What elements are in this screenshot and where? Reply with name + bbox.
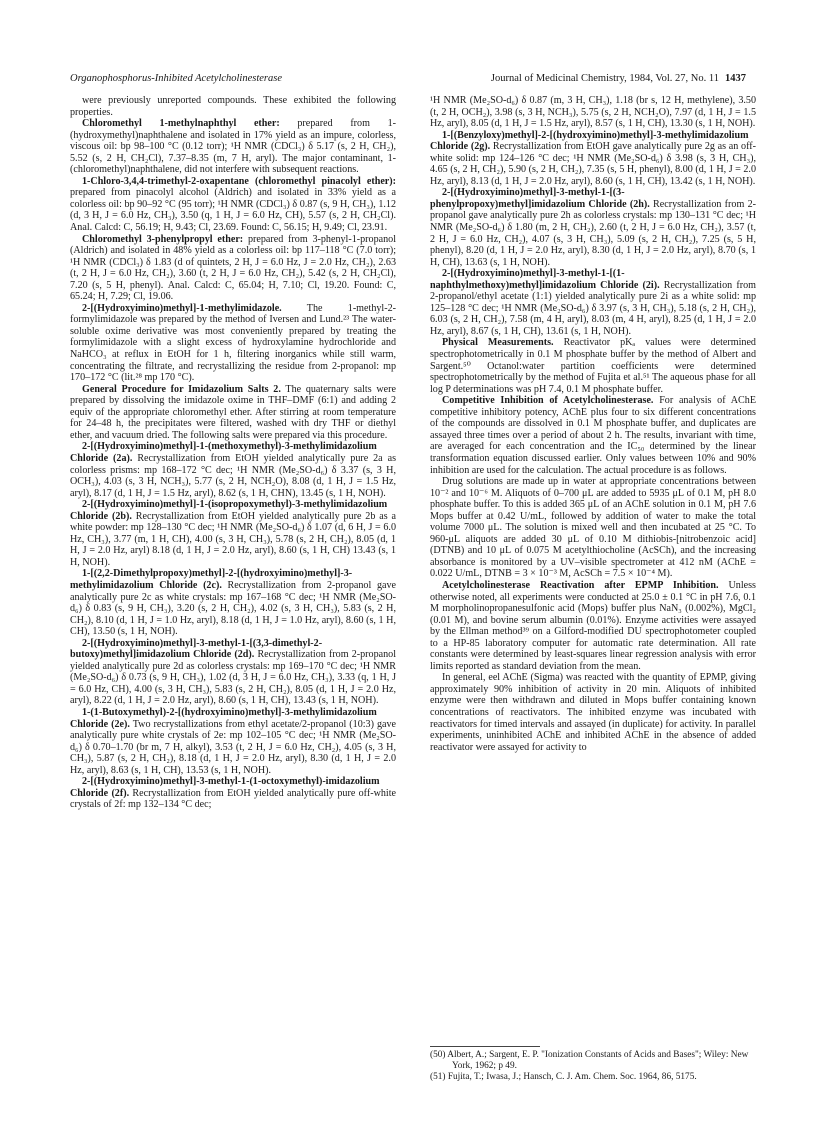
running-title: Organophosphorus-Inhibited Acetylcholinesterase	[70, 73, 283, 84]
footnote-rule	[430, 1046, 540, 1047]
paragraph-heading: Chloromethyl 3-phenylpropyl ether:	[82, 233, 244, 245]
paragraph	[430, 268, 756, 337]
paragraph	[70, 234, 396, 303]
paragraph-heading: 2-[(Hydroxyimino)methyl]-1-(isopropoxymethyl)-3-methylimidazolium Chloride (2b).	[70, 499, 388, 522]
paragraph-text: The 1-methyl-2-formylimidazole was prepared by the method of Iversen and Lund.²³ The water-soluble oxime derivative was most conveniently prepared by treating the formylimidazole with a slight excess of hydroxylamine hydrochloride and NaHCO₃ at reflux in EtOH for 1 h, filtering inorganics while still warm, concentrating the filtrate, and recrystallizing the residue from 2-propanol: mp 170–172 °C (lit.²⁸ mp 170 °C).	[70, 302, 396, 384]
paragraph-heading: 1-[(2,2-Dimethylpropoxy)methyl]-2-[(hydroxyimino)methyl]-3-methylimidazolium Chloride (2c).	[70, 568, 353, 591]
paragraph-text: prepared from pinacolyl alcohol (Aldrich) and isolated in 33% yield as a colorless oil: bp 90–92 °C (95 torr); ¹H NMR (CDCl₃) δ 0.87 (s, 9 H, CH₃), 1.12 (d, 3 H, J = 6.0 Hz, CH₃), 3.50 (q, 1 H, J = 6.0 Hz, CH), 5.57 (s, 2 H, CH₂Cl). Anal. Calcd: C, 56.19; H, 9.43; Cl, 23.69. Found: C, 56.15; H, 9.49; Cl, 23.91.	[70, 187, 396, 234]
page-number: 1437	[725, 73, 746, 84]
paragraph-text: prepared from 3-phenyl-1-propanol (Aldrich) and isolated in 48% yield as a colorless oil: bp 117–118 °C (7.0 torr); ¹H NMR (CDCl₃) δ 1.83 (d of quintets, 2 H, J = 6.0 Hz, J = 2.0 Hz, CH₂), 2.63 (t, 2 H, J = 6.0 Hz, CH₂), 3.60 (t, 2 H, J = 6.0 Hz, CH₂), 5.42 (s, 2 H, CH₂Cl), 7.20 (s, 5 H, phenyl). Anal. Calcd: C, 65.04; H, 7.10; Cl, 19.20. Found: C, 65.24; H, 7.29; Cl, 19.06.	[70, 233, 396, 303]
left-column	[70, 95, 396, 811]
paragraph	[70, 384, 396, 442]
paragraph-heading: 1-Chloro-3,4,4-trimethyl-2-oxapentane (chloromethyl pinacolyl ether):	[82, 175, 396, 187]
paragraph	[70, 568, 396, 637]
paragraph	[430, 337, 756, 395]
running-header	[70, 73, 746, 87]
paragraph-text: Two recrystallizations from ethyl acetate/2-propanol (10:3) gave analytically pure white crystals of 2e: mp 102–105 °C dec; ¹H NMR (Me₂SO-d₆) δ 0.70–1.70 (br m, 7 H, alkyl), 3.53 (t, 2 H, J = 6.0 Hz, CH₂), 4.05 (s, 3 H, CH₃), 5.87 (s, 2 H, CH₂), 8.18 (d, 1 H, J = 2.0 Hz, aryl), 8.30 (d, 1 H, J = 2.0 Hz, aryl), 8.63 (s, 1 H, CH), 13.53 (s, 1 H, NOH).	[70, 718, 396, 776]
paragraph-text: Recrystallization from 2-propanol yielded analytically pure 2d as colorless crystals: mp 169–170 °C dec; ¹H NMR (Me₂SO-d₆) δ 0.73 (s, 9 H, CH₃), 1.02 (d, 3 H, J = 6.0 Hz, CH₃), 3.33 (q, 1 H, J = 6.0 Hz, CH), 4.00 (s, 3 H, CH₃), 5.83 (s, 2 H, CH₂), 8.05 (d, 1 H, J = 2.0 Hz, aryl), 8.22 (d, 1 H, J = 2.0 Hz, aryl), 8.60 (s, 1 H, CH), 13.43 (s, 1 H, NOH).	[70, 649, 396, 707]
paragraph-heading: 2-[(Hydroxyimino)methyl]-3-methyl-1-[(1-naphthylmethoxy)methyl]imidazolium Chloride (2i).	[430, 268, 660, 291]
paragraph-heading: 1-(1-Butoxymethyl)-2-[(hydroxyimino)methyl]-3-methylimidazolium Chloride (2e).	[70, 706, 377, 730]
paragraph-text: For analysis of AChE competitive inhibitory potency, AChE plus four to six different concentrations of the compounds are dissolved in 0.1 M phosphate buffer, and duplicates are assayed three times over a period of about 2 h. The results, invariant with time, are averaged for each concentration and the IC₅₀ determined by the linear transformation equation discussed earlier. Only values between 10% and 90% inhibition are used for the calculation. The actual procedure is as follows.	[430, 395, 756, 476]
paragraph	[70, 118, 396, 176]
paragraph	[430, 130, 756, 188]
paragraph	[70, 176, 396, 234]
paragraph	[70, 776, 396, 811]
paragraph-heading: General Procedure for Imidazolium Salts 2.	[82, 383, 281, 395]
paragraph-heading: 2-[(Hydroxyimino)methyl]-3-methyl-1-(1-octoxymethyl)-imidazolium Chloride (2f).	[70, 776, 380, 799]
paragraph-heading: 2-[(Hydroxyimino)methyl]-1-(methoxymethyl)-3-methylimidazolium Chloride (2a).	[70, 441, 377, 464]
right-column	[430, 95, 756, 753]
reference-51: (51) Fujita, T.; Iwasa, J.; Hansch, C. J. Am. Chem. Soc. 1964, 86, 5175.	[430, 1071, 697, 1082]
journal-name: Journal of Medicinal Chemistry, 1984, Vol. 27, No. 11	[490, 73, 719, 84]
paragraph-heading: 2-[(Hydroxyimino)methyl]-3-methyl-1-[(3-phenylpropoxy)methyl]imidazolium Chloride (2h).	[430, 187, 650, 210]
paragraph-heading: Physical Measurements.	[442, 337, 554, 349]
paragraph-text: ¹H NMR (Me₂SO-d₆) δ 0.87 (m, 3 H, CH₃), 1.18 (br s, 12 H, methylene), 3.50 (t, 2 H, OCH₂), 3.98 (s, 3 H, NCH₃), 5.75 (s, 2 H, NCH₂O), 7.97 (d, 1 H, J = 1.5 Hz, aryl), 8.05 (d, 1 H, J = 1.5 Hz, aryl), 8.57 (s, 1 H, CH), 13.30 (s, 1 H, NOH).	[430, 95, 756, 130]
paragraph-text: Reactivator pKₐ values were determined spectrophotometrically in 0.1 M phosphate buffer by the method of Albert and Sargent.⁵⁰ Octanol:water partition coefficients were determined spectrophotometrically by the method of Fujita et al.⁵¹ The aqueous phase for all log P determinations was pH 7.4, 0.1 M phosphate buffer.	[430, 337, 756, 395]
paragraph-text: Recrystallization from 2-propanol/ethyl acetate (1:1) yielded analytically pure 2i as a white solid: mp 125–128 °C dec; ¹H NMR (Me₂SO-d₆) δ 3.97 (s, 3 H, CH₃), 5.18 (s, 2 H, CH₂), 6.03 (s, 2 H, CH₂), 7.58 (m, 4 H, aryl), 8.03 (m, 4 H, aryl), 8.25 (d, 1 H, J = 2.0 Hz, aryl), 8.67 (s, 1 H, CH), 13.61 (s, 1 H, NOH).	[430, 279, 756, 337]
paragraph-text: In general, eel AChE (Sigma) was reacted with the quantity of EPMP, giving approximately 90% inhibition of activity in 20 min. Aliquots of inhibited enzyme were then withdrawn and diluted in Mops buffer containing known concentrations of reactivators. The inhibited enzyme was incubated with reactivators for timed intervals and assayed (in duplicate) for activity. In parallel experiments, uninhibited AChE and inhibited AChE in the absence of added reactivator were assayed for activity to	[430, 672, 756, 753]
paragraph-text: prepared from 1-(hydroxymethyl)naphthalene and isolated in 17% yield as an impure, colorless, viscous oil: bp 98–100 °C (0.12 torr); ¹H NMR (CDCl₃) δ 5.17 (s, 2 H, CH₂), 5.52 (s, 2 H, CH₂Cl), 7.37–8.35 (m, 7 H, aryl). The major contaminant, 1-(chloromethyl)naphthalene, did not interfere with subsequent reactions.	[70, 118, 396, 176]
paragraph-heading: 2-[(Hydroxyimino)methyl]-1-methylimidazole.	[82, 302, 282, 314]
paragraph	[70, 95, 396, 118]
paragraph-text: Unless otherwise noted, all experiments were conducted at 25.0 ± 0.1 °C in pH 7.6, 0.1 M morpholinopropanesulfonic acid (Mops) buffer plus NaN₃ (0.002%), MgCl₂ (0.01 M), and bovine serum albumin (0.01%). Enzyme activities were assayed by the Ellman method³⁹ on a Gilford-modified DU spectrophotometer coupled to a HP-85 laboratory computer for automatic rate determination. All rate constants were determined by least-squares linear regression analysis with error limits reported as standard deviation from the mean.	[430, 579, 756, 672]
paragraph-text: Drug solutions are made up in water at appropriate concentrations between 10⁻² and 10⁻⁶ M. Aliquots of 0–700 μL are added to 5935 μL of 0.1 M, pH 8.0 phosphate buffer. To this is added 365 μL of an AChE solution in 0.1 M, pH 7.6 Mops buffer at 0.42 U/mL, followed by addition of water to make the total volume 7000 μL. The solution is mixed well and then incubated at 25 °C. To 960-μL aliquots are added 30 μL of 0.10 M dithiobis-[nitrobenzoic acid] (DTNB) and 10 μL of 0.075 M acetylthiocholine (AcSCh), and the increasing absorbance is monitored by a UV–visible spectrometer at 412 nM (AChE = 0.022 U/mL, DTNB = 3 × 10⁻³ M, AcSCh = 7.5 × 10⁻⁴ M).	[430, 476, 756, 580]
paragraph	[430, 672, 756, 753]
paragraph	[430, 476, 756, 580]
paragraph-text: The quaternary salts were prepared by dissolving the imidazole oxime in THF–DMF (6:1) and adding 2 equiv of the appropriate chloromethyl ether. After stirring at room temperature for 24–48 h, the precipitates were filtered, washed with dry THF or diethyl ether, and vacuum dried. The following salts were prepared via this procedure.	[70, 383, 396, 441]
paragraph-text: Recrystallization from EtOH gave analytically pure 2g as an off-white solid: mp 124–126 °C dec; ¹H NMR (Me₂SO-d₆) δ 3.98 (s, 3 H, CH₃), 4.65 (s, 2 H, CH₂), 5.90 (s, 2 H, CH₂), 7.35 (s, 5 H, phenyl), 8.00 (d, 1 H, J = 2.0 Hz, aryl), 8.13 (d, 1 H, J = 2.0 Hz, aryl), 8.60 (s, 1 H, CH), 13.42 (s, 1 H, NOH).	[430, 141, 757, 187]
paragraph-heading: 2-[(Hydroxyimino)methyl]-3-methyl-1-[(3,3-dimethyl-2-butoxy)methyl]imidazolium Chloride (2d).	[70, 637, 323, 661]
paragraph	[70, 707, 396, 776]
paragraph-heading: 1-[(Benzyloxy)methyl]-2-[(hydroxyimino)methyl]-3-methylimidazolium Chloride (2g).	[430, 129, 749, 153]
paragraph	[70, 499, 396, 568]
paragraph-text: Recrystallization from EtOH yielded analytically pure 2b as a white powder: mp 128–130 °C dec; ¹H NMR (Me₂SO-d₆) δ 1.07 (d, 6 H, J = 6.0 Hz, CH₃), 3.77 (m, 1 H, CH), 4.00 (s, 3 H, CH₃), 5.78 (s, 2 H, CH₂), 8.05 (d, 1 H, J = 2.0 Hz, aryl) 8.18 (d, 1 H, J = 2.0 Hz, aryl), 8.60 (s, 1 H, CH) 13.43 (s, 1 H, NOH).	[70, 510, 397, 568]
paragraph-text: Recrystallization from 2-propanol gave analytically pure 2h as colorless crystals: mp 130–131 °C dec; ¹H NMR (Me₂SO-d₆) δ 1.80 (m, 2 H, CH₂), 2.60 (t, 2 H, J = 6.0 Hz, CH₂), 3.57 (t, 2 H, J = 6.0 Hz, CH₂), 4.07 (s, 3 H, CH₃), 5.09 (s, 2 H, CH₂), 7.25 (s, 5 H, phenyl), 8.20 (d, 1 H, J = 2.0 Hz, aryl), 8.30 (d, 1 H, J = 2.0 Hz, aryl), 8.70 (s, 1 H, CH), 13.63 (s, 1 H, NOH).	[430, 198, 756, 268]
paragraph	[70, 638, 396, 707]
footnotes	[430, 1046, 756, 1082]
paragraph-heading: Acetylcholinesterase Reactivation after EPMP Inhibition.	[442, 579, 719, 591]
journal-citation	[491, 73, 746, 84]
paragraph	[70, 303, 396, 384]
paragraph	[430, 395, 756, 476]
paragraph	[430, 187, 756, 268]
paragraph	[430, 95, 756, 130]
paragraph-heading: Chloromethyl 1-methylnaphthyl ether:	[82, 118, 280, 130]
paragraph-text: Recrystallization from EtOH yielded analytically pure off-white crystals of 2f: mp 132–134 °C dec;	[70, 787, 396, 811]
paragraph-text: were previously unreported compounds. These exhibited the following properties.	[70, 95, 396, 118]
paragraph-heading: Competitive Inhibition of Acetylcholinesterase.	[442, 395, 654, 407]
reference-50: (50) Albert, A.; Sargent, E. P. "Ionization Constants of Acids and Bases"; Wiley: New York, 1962; p 49.	[430, 1050, 749, 1071]
paragraph	[430, 580, 756, 672]
paragraph-text: Recrystallization from 2-propanol gave analytically pure 2c as white crystals: mp 167–168 °C dec; ¹H NMR (Me₂SO-d₆) δ 0.83 (s, 9 H, CH₃), 3.20 (s, 2 H, CH₂), 4.02 (s, 3 H, CH₃), 5.83 (s, 2 H, CH₂), 8.10 (d, 1 H, J = 1.0 Hz, aryl), 8.18 (d, 1 H, J = 1.0 Hz, aryl), 8.60 (s, 1 H, CH), 13.50 (s, 1 H, NOH).	[70, 579, 396, 638]
paragraph-text: Recrystallization from EtOH yielded analytically pure 2a as colorless prisms: mp 168–172 °C dec; ¹H NMR (Me₂SO-d₆) δ 3.37 (s, 3 H, OCH₃), 4.03 (s, 3 H, NCH₃), 5.77 (s, 2 H, NCH₂O), 8.08 (d, 1 H, J = 1.5 Hz, aryl), 8.17 (d, 1 H, J = 1.5 Hz, aryl), 8.62 (s, 1 H, CHN), 13.45 (s, 1 H, NOH).	[70, 452, 396, 499]
paragraph	[70, 441, 396, 499]
